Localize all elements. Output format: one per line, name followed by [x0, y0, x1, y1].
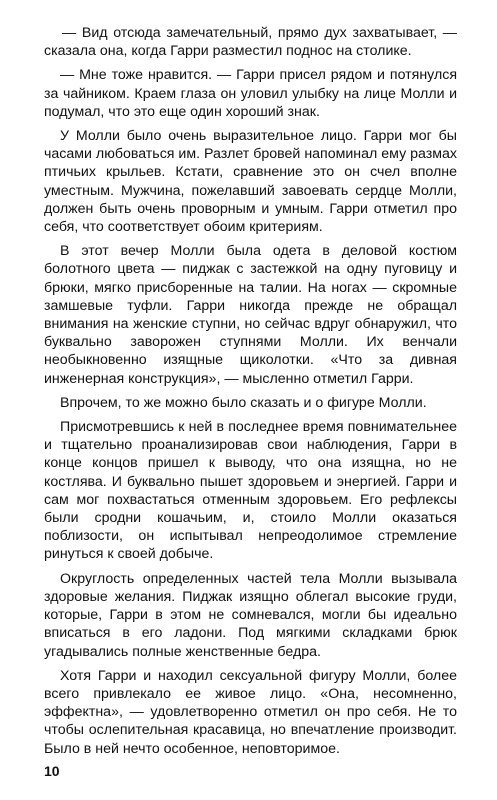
paragraph-1: — Вид отсюда замечательный, прямо дух захватывает, — сказала она, когда Гарри разместил поднос на столике. — [44, 25, 457, 60]
paragraph-5: Впрочем, то же можно было сказать и о фигуре Молли. — [60, 394, 427, 411]
paragraph-4: В этот вечер Молли была одета в деловой костюм болотного цвета — пиджак с застежкой на одну пуговицу и брюки, мягко присборенные на талии. На ногах — скромные замшевые туфли. Гарри никогда прежде не обращал внимания на женские ступни, но сейчас вдруг обнаружил, что буквально заворожен ступнями Молли. Их венчали необыкновенно изящные щиколотки. «Что за дивная инженерная конструкция», — мысленно отметил Гарри. — [44, 243, 457, 387]
paragraph-3: У Молли было очень выразительное лицо. Гарри мог бы часами любоваться им. Разлет бровей напоминал ему размах птичьих крыльев. Кстати, сравнение это он счел вполне уместным. Мужчина, пожелавший завоевать сердце Молли, должен быть очень проворным и умным. Гарри отметил про себя, что соответствует обоим критериям. — [44, 128, 457, 236]
page-number: 10 — [44, 763, 60, 779]
paragraph-7: Округлость определенных частей тела Молли вызывала здоровые желания. Пиджак изящно облегал высокие груди, которые, Гарри в этом не сомневался, могли бы идеально вписаться в его ладони. Под мягкими складками брюк угадывались полные женственные бедра. — [44, 570, 457, 660]
paragraph-8: Хотя Гарри и находил сексуальной фигуру Молли, более всего привлекало ее живое лицо. «Она, несомненно, эффектна», — удовлетворенно отметил он про себя. Не то чтобы ослепительная красавица, но впечатление производит. Было в ней нечто особенное, неповторимое. — [44, 667, 457, 757]
paragraph-6: Присмотревшись к ней в последнее время повнимательнее и тщательно проанализировав свои наблюдения, Гарри в конце концов пришел к выводу, что она изящна, но не костлява. И буквально пышет здоровьем и энергией. Гарри и сам мог похвастаться отменным здоровьем. Его рефлексы были сродни кошачьим, и, стоило Молли оказаться поблизости, он испытывал непреодолимое стремление ринуться к своей добыче. — [44, 419, 457, 563]
paragraph-2: — Мне тоже нравится. — Гарри присел рядом и потянулся за чайником. Краем глаза он уловил улыбку на лице Молли и подумал, что это еще один хороший знак. — [44, 67, 457, 120]
page-text — [44, 24, 457, 764]
